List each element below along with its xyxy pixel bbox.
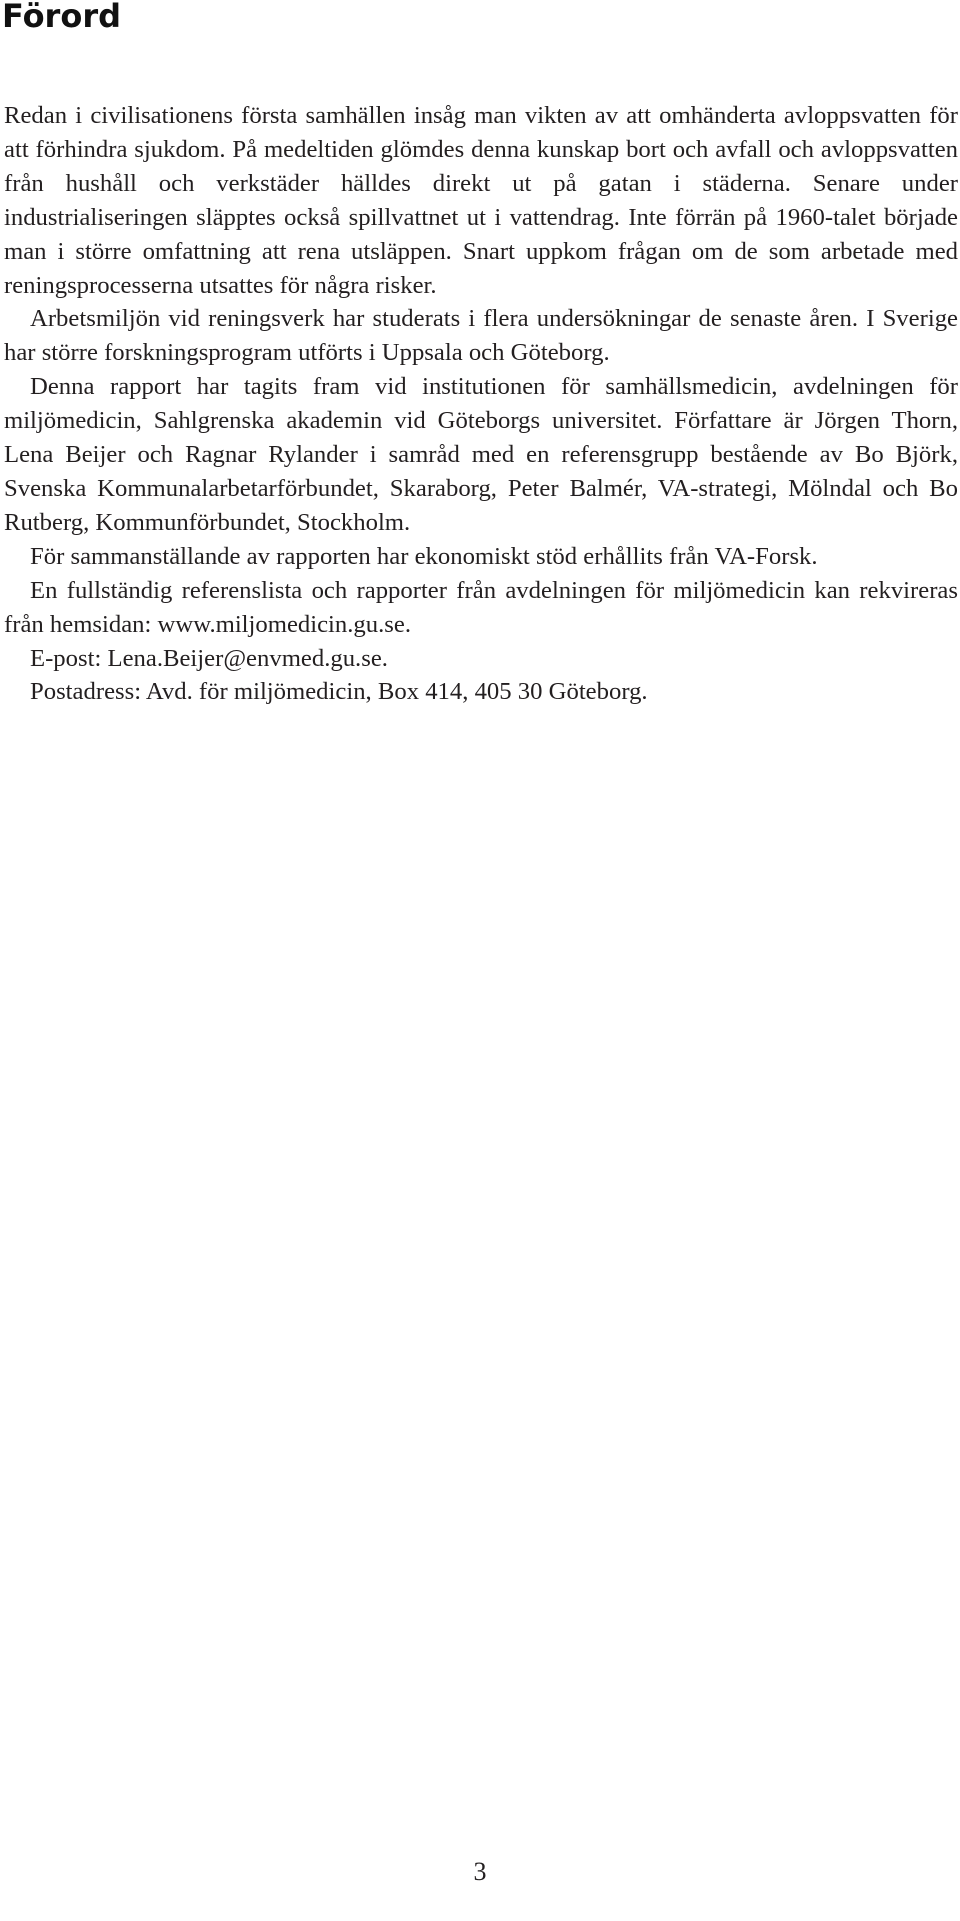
paragraph-history: Redan i civilisationens första samhällen insåg man vikten av att omhänderta avloppsvatten för att förhindra sjukdom. På medeltiden glömdes denna kunskap bort och avfall och avloppsvatten från hushåll och verkstäder hälldes direkt ut på gatan i städerna. Senare under industrialiseringen släpptes också spillvattnet ut i vattendrag. Inte förrän på 1960-talet började man i större omfattning att rena utsläppen. Snart uppkom frågan om de som arbetade med reningsprocesserna utsattes för några risker. <box>4 102 958 299</box>
paragraph-funding: För sammanställande av rapporten har ekonomiskt stöd erhållits från VA-Forsk. <box>30 542 818 570</box>
paragraph-work-environment: Arbetsmiljön vid reningsverk har studerats i flera undersökningar de senaste åren. I Sverige har större forskningsprogram utförts i Uppsala och Göteborg. <box>4 305 958 367</box>
paragraph-email: E-post: Lena.Beijer@envmed.gu.se. <box>30 644 388 672</box>
foreword-body <box>4 99 958 709</box>
page-title: Förord <box>2 0 121 35</box>
page-number: 3 <box>473 1857 487 1886</box>
paragraph-report-origin: Denna rapport har tagits fram vid institutionen för samhällsmedicin, avdelningen för miljömedicin, Sahlgrenska akademin vid Göteborgs universitet. Författare är Jörgen Thorn, Lena Beijer och Ragnar Rylander i samråd med en referensgrupp bestående av Bo Björk, Svenska Kommunalarbetarförbundet, Skaraborg, Peter Balmér, VA-strategi, Mölndal och Bo Rutberg, Kommunförbundet, Stockholm. <box>4 373 958 536</box>
paragraph-references: En fullständig referenslista och rapporter från avdelningen för miljömedicin kan rekvireras från hemsidan: www.miljomedicin.gu.se. <box>4 576 958 638</box>
paragraph-postal-address: Postadress: Avd. för miljömedicin, Box 414, 405 30 Göteborg. <box>30 678 648 706</box>
